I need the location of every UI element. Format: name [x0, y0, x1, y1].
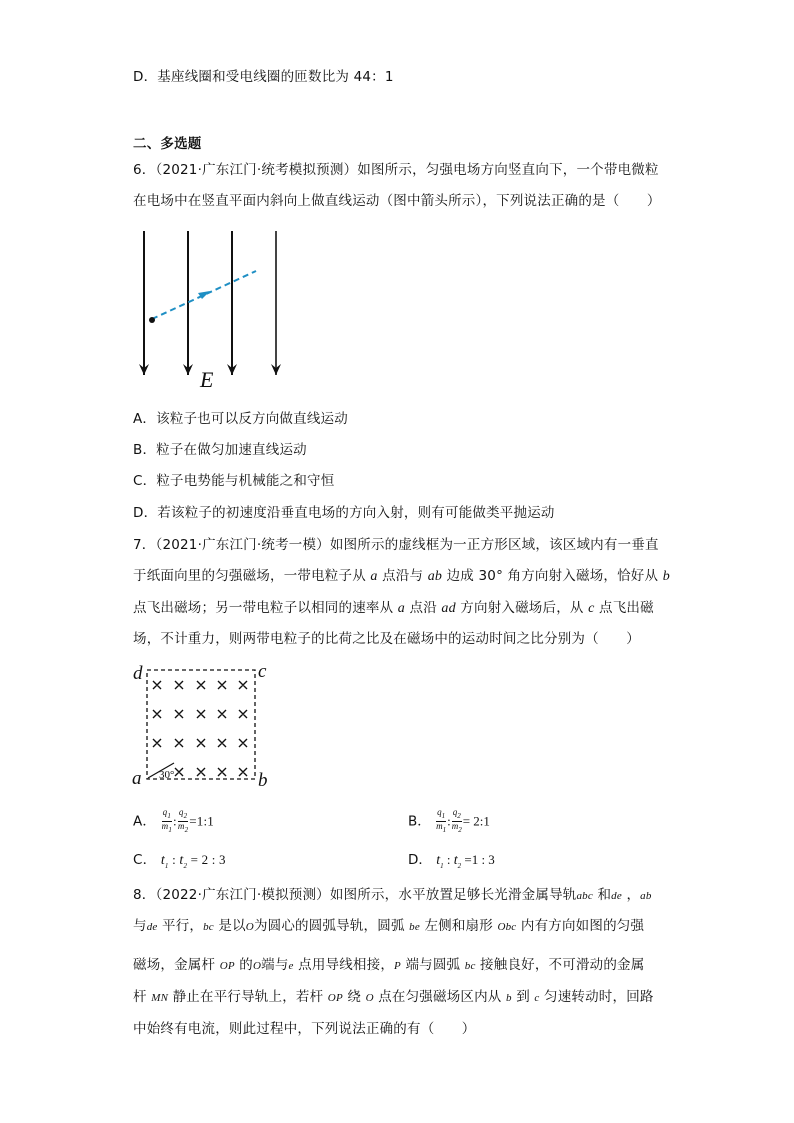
- q7-figure: [128, 660, 278, 790]
- q6-option-d[interactable]: D．若该粒子的初速度沿垂直电场的方向入射，则有可能做类平抛运动: [133, 505, 555, 521]
- q6-figure: [130, 225, 290, 395]
- section-title: 二、多选题: [133, 136, 202, 152]
- particle-dot: [149, 317, 155, 323]
- q7-option-a[interactable]: A． $\frac{q_1}{m_1}$ : $\frac{q_2}{m_2}$ =1:1: [133, 807, 215, 834]
- q7-option-c[interactable]: C． $t_1$ : $t_2 = 2$ : 3: [133, 852, 226, 870]
- magnetic-field-square-diagram: [128, 660, 278, 790]
- field-label-e: E: [200, 367, 214, 392]
- q7-stem-line1: 7．（2021·广东江门·统考一模）如图所示的虚线框为一正方形区域，该区域内有一垂直: [133, 537, 659, 553]
- q7-stem-line3: 点飞出磁场；另一带电粒子以相同的速率从 a 点沿 ad 方向射入磁场后，从 c 点飞出磁: [133, 600, 654, 616]
- q8-stem-line3: 磁场，金属杆 OP 的O端与e 点用导线相接，P 端与圆弧 bc 接触良好，不可滑动的金属: [133, 957, 645, 973]
- corner-b-label: b: [258, 770, 268, 790]
- corner-d-label: d: [133, 663, 143, 684]
- field-line-arrows: [144, 231, 276, 375]
- q8-stem-line1: 8．（2022·广东江门·模拟预测）如图所示，水平放置足够长光滑金属导轨abc 和de ，ab: [133, 887, 652, 903]
- q8-stem-line5: 中始终有电流，则此过程中，下列说法正确的有（ ）: [133, 1021, 476, 1037]
- corner-c-label: c: [258, 661, 267, 682]
- angle-label: 30°: [159, 769, 175, 781]
- q6-option-a[interactable]: A．该粒子也可以反方向做直线运动: [133, 411, 348, 427]
- prev-question-option-d: D．基座线圈和受电线圈的匝数比为 44：1: [133, 69, 394, 85]
- field-into-page-crosses: [153, 681, 247, 776]
- q7-stem-line4: 场，不计重力，则两带电粒子的比荷之比及在磁场中的运动时间之比分别为（ ）: [133, 631, 640, 647]
- q8-stem-line4: 杆 MN 静止在平行导轨上，若杆 OP 绕 O 点在匀强磁场区内从 b 到 c 匀速转动时，回路: [133, 989, 654, 1005]
- q6-option-b[interactable]: B．粒子在做匀加速直线运动: [133, 442, 307, 458]
- electric-field-diagram: [130, 225, 290, 395]
- q6-stem-line2: 在电场中在竖直平面内斜向上做直线运动（图中箭头所示），下列说法正确的是（ ）: [133, 193, 661, 209]
- q7-option-d[interactable]: D． $t_1$ : $t_2 =1$ : 3: [408, 852, 495, 870]
- q8-stem-line2: 与de 平行，bc 是以O为圆心的圆弧导轨，圆弧 be 左侧和扇形 Obc 内有方向如图的匀强: [133, 918, 645, 934]
- q6-stem-line1: 6．（2021·广东江门·统考模拟预测）如图所示，匀强电场方向竖直向下，一个带电微粒: [133, 162, 659, 178]
- q7-stem-line2: 于纸面向里的匀强磁场，一带电粒子从 a 点沿与 ab 边成 30° 角方向射入磁场，恰好从 b: [133, 568, 670, 584]
- q7-option-b[interactable]: B． $\frac{q_1}{m_1}$ : $\frac{q_2}{m_2}$ = 2:1: [408, 807, 490, 834]
- q6-option-c[interactable]: C．粒子电势能与机械能之和守恒: [133, 473, 335, 489]
- corner-a-label: a: [132, 768, 142, 789]
